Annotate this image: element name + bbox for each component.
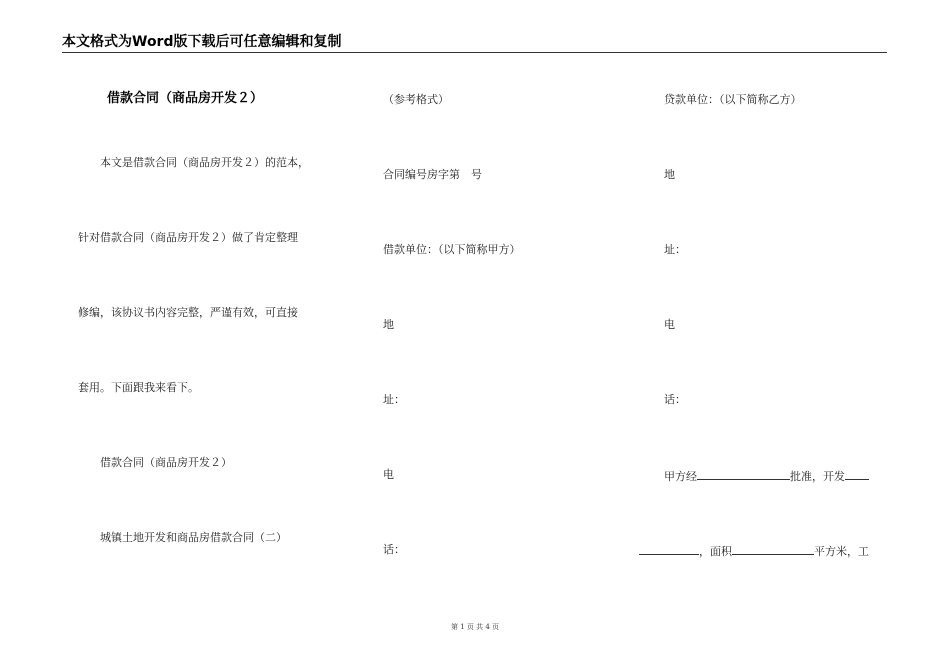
area-prefix: ，面积 bbox=[699, 545, 732, 558]
borrower-address-2: 址： bbox=[383, 393, 405, 406]
intro-line-3: 修编，该协议书内容完整，严谨有效，可直接 bbox=[78, 306, 298, 319]
area-line bbox=[639, 543, 869, 559]
project-blank bbox=[639, 543, 699, 555]
approval-blank bbox=[697, 468, 790, 480]
borrower-label: 借款单位：（以下简称甲方） bbox=[383, 243, 521, 256]
contract-number: 合同编号房字第 号 bbox=[383, 168, 482, 181]
contract-name-line: 城镇土地开发和商品房借款合同（二） bbox=[100, 531, 287, 544]
page-footer bbox=[0, 622, 950, 632]
contract-title: 借款合同（商品房开发２） bbox=[107, 91, 264, 106]
approval-line bbox=[664, 468, 869, 484]
borrower-phone-1: 电 bbox=[383, 468, 394, 481]
document-header bbox=[62, 33, 887, 53]
page-number: 第 1 页 共 4 页 bbox=[450, 623, 500, 631]
borrower-address-1: 地 bbox=[383, 318, 394, 331]
approval-suffix: 批准，开发 bbox=[790, 470, 845, 483]
intro-line-2: 针对借款合同（商品房开发２）做了肯定整理 bbox=[78, 231, 298, 244]
intro-line-4: 套用。下面跟我来看下。 bbox=[78, 381, 199, 394]
development-blank bbox=[845, 468, 869, 480]
approval-prefix: 甲方经 bbox=[664, 470, 697, 483]
lender-address-2: 址： bbox=[664, 243, 686, 256]
area-suffix: 平方米，工 bbox=[814, 545, 869, 558]
header-title: 本文格式为Word版下载后可任意编辑和复制 bbox=[62, 34, 342, 50]
subtitle-line: 借款合同（商品房开发２） bbox=[100, 456, 232, 469]
lender-address-1: 地 bbox=[664, 168, 675, 181]
intro-line-1: 本文是借款合同（商品房开发２）的范本， bbox=[100, 156, 309, 169]
reference-format: （参考格式） bbox=[383, 93, 449, 106]
lender-label: 贷款单位：（以下简称乙方） bbox=[664, 93, 802, 106]
borrower-phone-2: 话： bbox=[383, 543, 405, 556]
lender-phone-2: 话： bbox=[664, 393, 686, 406]
area-blank bbox=[732, 543, 814, 555]
lender-phone-1: 电 bbox=[664, 318, 675, 331]
